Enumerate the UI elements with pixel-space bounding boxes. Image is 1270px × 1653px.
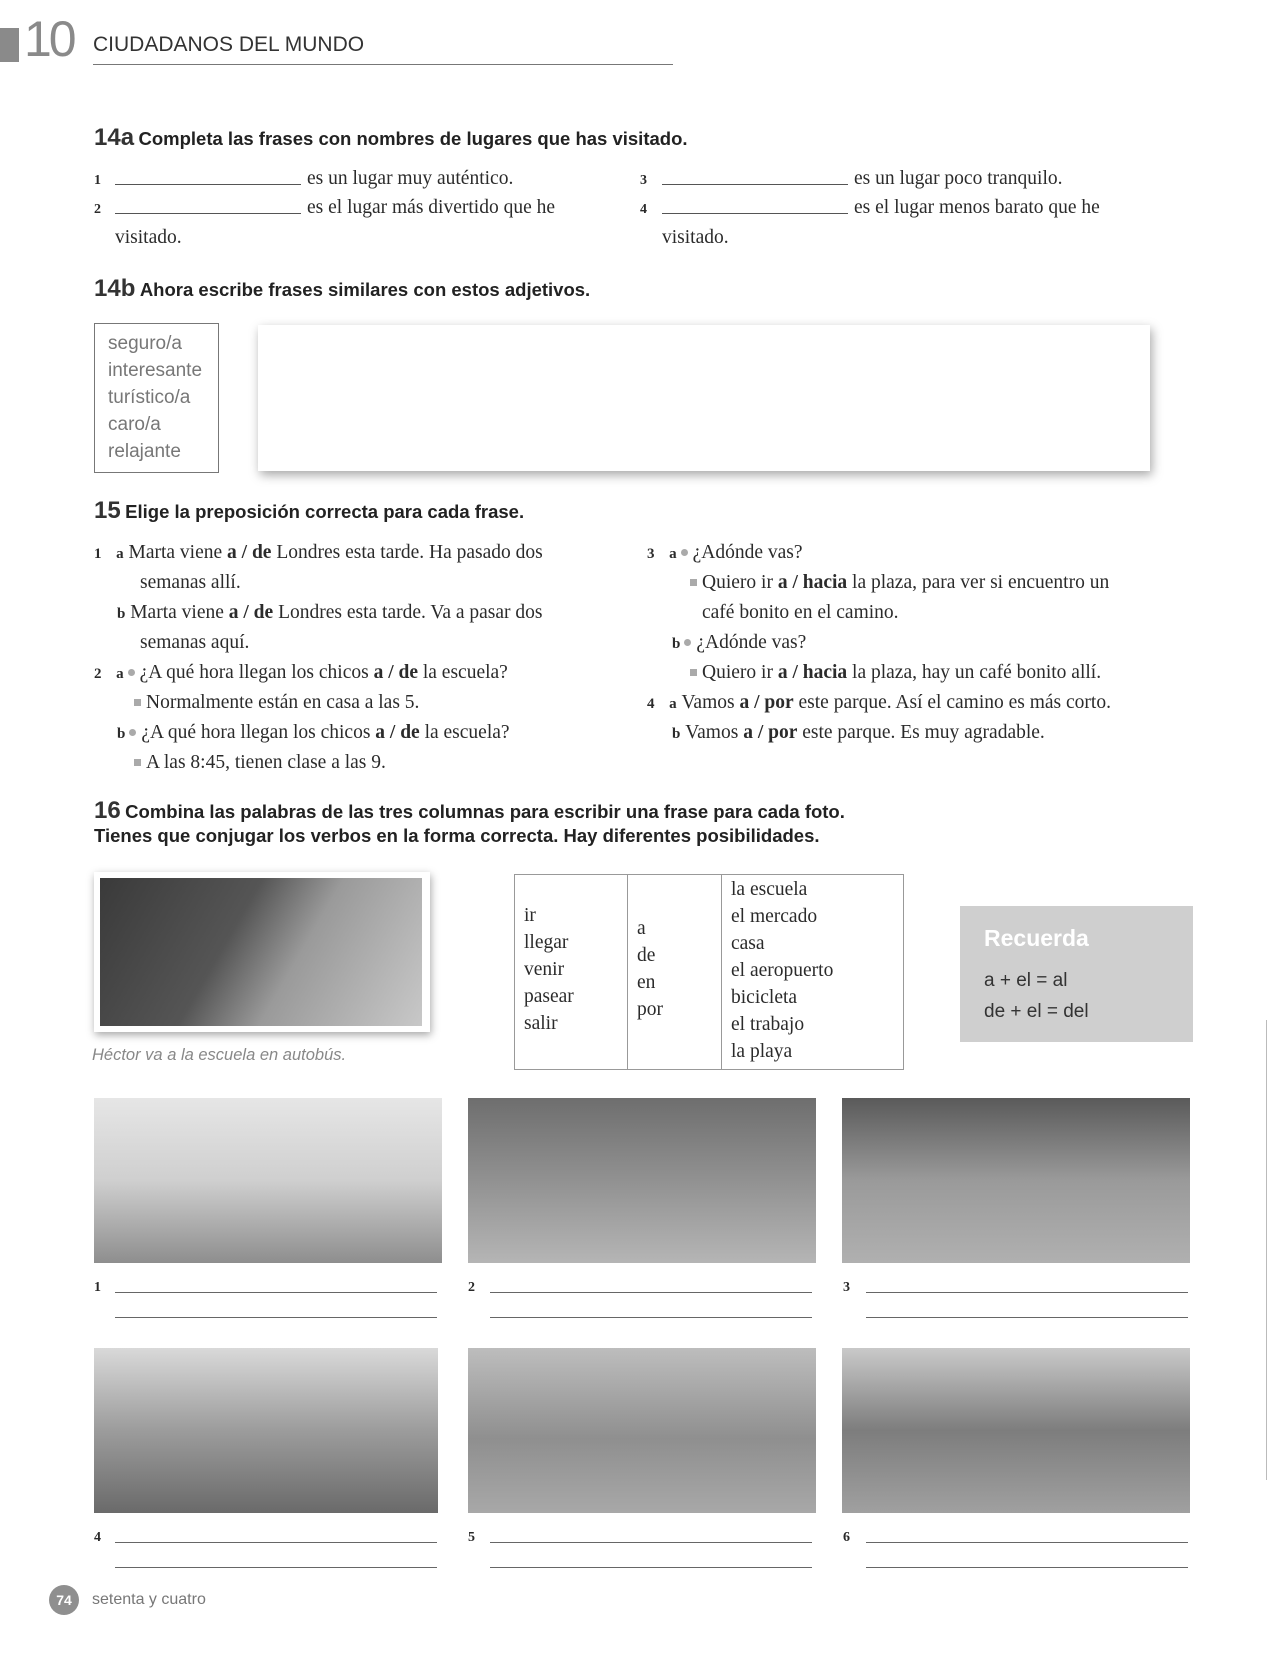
blank-field[interactable]: [115, 213, 301, 214]
sentence-continuation: visitado.: [662, 227, 729, 248]
option-letter: a: [669, 546, 677, 562]
sentence-text: es un lugar muy auténtico.: [307, 168, 514, 189]
item-number: 4: [640, 202, 647, 217]
photo-number: 3: [843, 1280, 850, 1295]
grammar-rule: a + el = al: [984, 970, 1068, 991]
photo-number: 2: [468, 1280, 475, 1295]
preposition-word: a: [637, 918, 646, 939]
sentence-part: Vamos: [685, 722, 744, 743]
photo-4: [94, 1348, 438, 1513]
question-3b: [672, 633, 806, 653]
exercise-14a-heading: [94, 124, 688, 152]
adjective-item: turístico/a: [108, 387, 191, 408]
adjective-item: seguro/a: [108, 333, 182, 354]
sentence-part: Vamos: [681, 692, 740, 713]
answer-line[interactable]: [115, 1317, 437, 1318]
adjective-item: interesante: [108, 360, 203, 381]
place-word: el aeropuerto: [731, 960, 834, 981]
question-number: 2: [94, 666, 102, 682]
bullet-dot-icon: [128, 669, 135, 676]
adjective-item: relajante: [108, 441, 181, 462]
question-1a: [94, 543, 543, 563]
exercise-number: 14a: [94, 124, 135, 151]
page-edge-rule: [1266, 1020, 1267, 1480]
answer-line[interactable]: [490, 1542, 812, 1543]
bullet-square-icon: [134, 759, 141, 766]
preposition-choice[interactable]: a / de: [228, 602, 274, 623]
sentence-part: ¿Adónde vas?: [692, 542, 803, 563]
item-number: 1: [94, 173, 101, 188]
sentence-text: es el lugar más divertido que he: [307, 197, 556, 218]
exercise-number: 15: [94, 497, 121, 524]
exercise-instruction: Completa las frases con nombres de lugares que has visitado.: [138, 128, 688, 149]
option-letter: a: [116, 546, 124, 562]
exercise-instruction: Tienes que conjugar los verbos en la forma correcta. Hay diferentes posibilidades.: [94, 825, 820, 846]
sentence-part: ¿Adónde vas?: [696, 632, 807, 653]
place-word: el trabajo: [731, 1014, 805, 1035]
example-photo-frame: [94, 872, 430, 1032]
answer-line: [134, 753, 386, 773]
preposition-choice[interactable]: a / de: [375, 722, 420, 743]
recuerda-box: [960, 906, 1193, 1042]
bullet-dot-icon: [684, 639, 691, 646]
bullet-dot-icon: [681, 549, 688, 556]
verb-word: venir: [524, 959, 565, 980]
question-4b: [672, 723, 1045, 743]
page-number-badge: 74: [49, 1585, 79, 1615]
bullet-square-icon: [134, 699, 141, 706]
place-word: el mercado: [731, 906, 818, 927]
unit-number: 10: [24, 11, 74, 67]
exercise-14b-heading: [94, 275, 590, 303]
sentence-part: la plaza, hay un café bonito allí.: [847, 662, 1102, 683]
adjective-box: [94, 323, 219, 473]
question-3a: [647, 543, 803, 563]
blank-field[interactable]: [662, 213, 848, 214]
answer-line[interactable]: [115, 1567, 437, 1568]
exercise-16-heading: [94, 797, 845, 825]
sentence-part: Londres esta tarde. Va a pasar dos: [273, 602, 543, 623]
sentence-part: Londres esta tarde. Ha pasado dos: [271, 542, 543, 563]
exercise-number: 16: [94, 797, 121, 824]
preposition-choice[interactable]: a / por: [743, 722, 798, 743]
example-photo: [100, 878, 422, 1026]
item-number: 3: [640, 173, 647, 188]
answer-line: [690, 663, 1101, 683]
preposition-choice[interactable]: a / de: [227, 542, 272, 563]
exercise-instruction: Combina las palabras de las tres columnas para escribir una frase para cada foto.: [125, 801, 845, 822]
question-number: 1: [94, 546, 102, 562]
photo-number: 5: [468, 1530, 475, 1545]
grammar-rule: de + el = del: [984, 1001, 1089, 1022]
sentence-part: A las 8:45, tienen clase a las 9.: [146, 752, 386, 773]
sentence-part: Marta viene: [130, 602, 229, 623]
verb-word: llegar: [524, 932, 569, 953]
question-2b: [117, 723, 510, 743]
exercise-15-heading: [94, 497, 524, 525]
sentence-part: Normalmente están en casa a las 5.: [146, 692, 420, 713]
bullet-dot-icon: [129, 729, 136, 736]
sentence-continuation: visitado.: [115, 227, 182, 248]
sentence-part: la escuela?: [419, 722, 510, 743]
photo-number: 4: [94, 1530, 101, 1545]
photo-6: [842, 1348, 1190, 1513]
option-letter: b: [672, 636, 681, 652]
exercise-number: 14b: [94, 275, 136, 302]
page-number-words: setenta y cuatro: [92, 1591, 206, 1608]
photo-2: [468, 1098, 816, 1263]
blank-field[interactable]: [115, 184, 301, 185]
sentence-part: este parque. Así el camino es más corto.: [793, 692, 1111, 713]
preposition-word: de: [637, 945, 656, 966]
sentence-part: este parque. Es muy agradable.: [797, 722, 1045, 743]
place-word: la playa: [731, 1041, 793, 1062]
sentence-part: Quiero ir: [702, 662, 778, 683]
verb-word: ir: [524, 905, 536, 926]
answer-line[interactable]: [490, 1567, 812, 1568]
preposition-choice[interactable]: a / de: [373, 662, 418, 683]
verb-word: salir: [524, 1013, 558, 1034]
question-number: 3: [647, 546, 655, 562]
answer-line[interactable]: [490, 1317, 812, 1318]
sentence-part: la plaza, para ver si encuentro un: [847, 572, 1110, 593]
sentence-continuation: semanas aquí.: [140, 632, 250, 653]
preposition-word: por: [637, 999, 663, 1020]
preposition-word: en: [637, 972, 656, 993]
sentence-part: Marta viene: [128, 542, 228, 563]
option-letter: a: [669, 696, 677, 712]
adjective-item: caro/a: [108, 414, 161, 435]
answer-line[interactable]: [866, 1542, 1188, 1543]
option-letter: b: [117, 726, 126, 742]
sentence-text: es un lugar poco tranquilo.: [854, 168, 1063, 189]
place-word: la escuela: [731, 879, 808, 900]
question-2a: [94, 663, 508, 683]
answer-line[interactable]: [115, 1292, 437, 1293]
preposition-choice[interactable]: a / por: [739, 692, 794, 713]
verb-word: pasear: [524, 986, 574, 1007]
example-caption: Héctor va a la escuela en autobús.: [92, 1046, 347, 1064]
answer-line: [134, 693, 419, 713]
verbs-column: [515, 875, 628, 1069]
answer-line[interactable]: [490, 1292, 812, 1293]
writing-area[interactable]: [258, 325, 1150, 471]
places-column: [722, 875, 903, 1069]
option-letter: b: [672, 726, 681, 742]
answer-line[interactable]: [866, 1567, 1188, 1568]
option-letter: a: [116, 666, 124, 682]
answer-line[interactable]: [115, 1542, 437, 1543]
blank-field[interactable]: [662, 184, 848, 185]
unit-title: CIUDADANOS DEL MUNDO: [93, 33, 365, 56]
photo-1: [94, 1098, 442, 1263]
question-1b: [117, 603, 542, 623]
question-number: 4: [647, 696, 655, 712]
photo-number: 1: [94, 1280, 101, 1295]
option-letter: b: [117, 606, 126, 622]
header-divider: [93, 64, 673, 65]
bullet-square-icon: [690, 669, 697, 676]
answer-line: [690, 573, 1109, 593]
photo-5: [468, 1348, 816, 1513]
preposition-choice[interactable]: a / hacia: [777, 662, 848, 683]
bullet-square-icon: [690, 579, 697, 586]
exercise-instruction: Elige la preposición correcta para cada frase.: [125, 501, 525, 522]
place-word: bicicleta: [731, 987, 798, 1008]
sentence-continuation: café bonito en el camino.: [702, 602, 899, 623]
word-columns-table: [514, 874, 904, 1070]
preposition-choice[interactable]: a / hacia: [777, 572, 848, 593]
prepositions-column: [628, 875, 722, 1069]
item-number: 2: [94, 202, 101, 217]
recuerda-title: Recuerda: [984, 925, 1089, 951]
place-word: casa: [731, 933, 765, 954]
sentence-text: es el lugar menos barato que he: [854, 197, 1100, 218]
answer-line[interactable]: [866, 1317, 1188, 1318]
sentence-part: ¿A qué hora llegan los chicos: [139, 662, 374, 683]
exercise-instruction: Ahora escribe frases similares con estos adjetivos.: [139, 279, 591, 300]
sentence-part: Quiero ir: [702, 572, 778, 593]
sentence-part: la escuela?: [417, 662, 508, 683]
sentence-part: ¿A qué hora llegan los chicos: [141, 722, 376, 743]
photo-3: [842, 1098, 1190, 1263]
photo-number: 6: [843, 1530, 850, 1545]
sentence-continuation: semanas allí.: [140, 572, 241, 593]
question-4a: [647, 693, 1111, 713]
unit-color-block: [0, 28, 19, 62]
answer-line[interactable]: [866, 1292, 1188, 1293]
